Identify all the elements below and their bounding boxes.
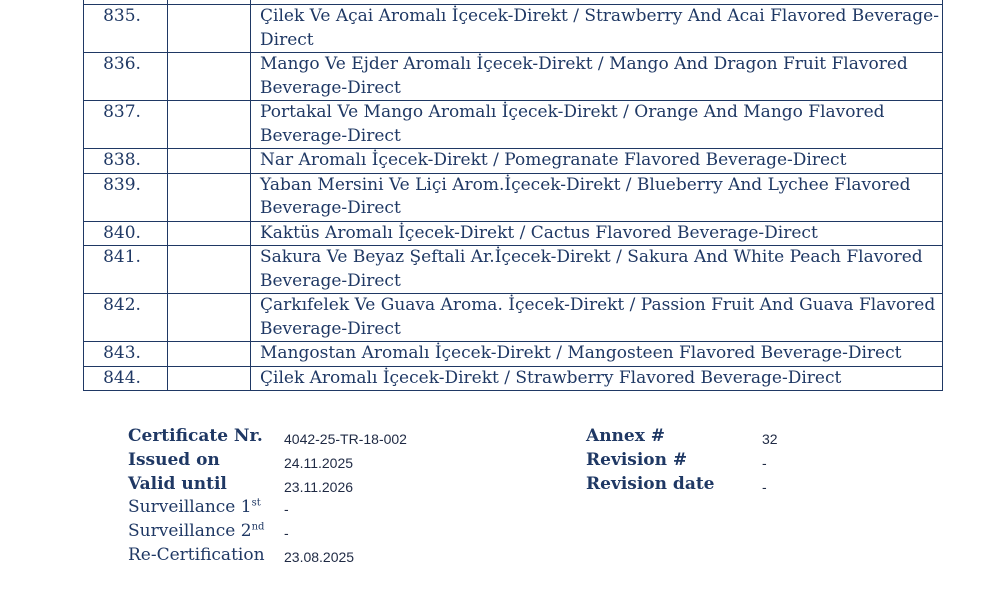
valid-until-label: Valid until — [128, 474, 227, 494]
re-certification-label: Re-Certification — [128, 545, 265, 565]
table-row — [84, 53, 943, 101]
row-description: Çilek Aromalı İçecek-Direkt / Strawberry Flavored Beverage-Direct — [251, 366, 943, 391]
surveillance-1-label: Surveillance 1st — [128, 497, 261, 517]
issued-on-value: 24.11.2025 — [284, 455, 354, 471]
annex-label: Annex # — [586, 426, 666, 446]
row-empty-cell — [168, 173, 251, 221]
row-number: 840. — [84, 221, 168, 246]
row-number: 838. — [84, 149, 168, 174]
row-number: 844. — [84, 366, 168, 391]
row-empty-cell — [168, 221, 251, 246]
row-description: Çarkıfelek Ve Guava Aroma. İçecek-Direkt / Passion Fruit And Guava Flavored Beverage-Direct — [251, 294, 943, 342]
row-number: 839. — [84, 173, 168, 221]
surveillance-1-value: - — [284, 501, 289, 517]
table-row — [84, 294, 943, 342]
table-row — [84, 173, 943, 221]
re-certification-value: 23.08.2025 — [284, 549, 355, 565]
row-description: Mango Ve Ejder Aromalı İçecek-Direkt / Mango And Dragon Fruit Flavored Beverage-Direct — [251, 53, 943, 101]
issued-on-label: Issued on — [128, 450, 220, 470]
products-table — [83, 0, 943, 391]
row-number: 841. — [84, 246, 168, 294]
row-number: 835. — [84, 5, 168, 53]
row-description: Yaban Mersini Ve Liçi Arom.İçecek-Direkt / Blueberry And Lychee Flavored Beverage-Direct — [251, 173, 943, 221]
valid-until-value: 23.11.2026 — [284, 479, 354, 495]
revision-date-value: - — [762, 479, 767, 495]
certificate-nr-value: 4042-25-TR-18-002 — [284, 431, 407, 447]
row-number: 837. — [84, 101, 168, 149]
table-row — [84, 342, 943, 367]
table-row — [84, 101, 943, 149]
row-empty-cell — [168, 149, 251, 174]
row-empty-cell — [168, 294, 251, 342]
table-row — [84, 246, 943, 294]
table-row — [84, 366, 943, 391]
certificate-nr-label: Certificate Nr. — [128, 426, 263, 446]
row-empty-cell — [168, 5, 251, 53]
row-description: Çilek Ve Açai Aromalı İçecek-Direkt / Strawberry And Acai Flavored Beverage-Direct — [251, 5, 943, 53]
row-description: Mangostan Aromalı İçecek-Direkt / Mangosteen Flavored Beverage-Direct — [251, 342, 943, 367]
row-description: Sakura Ve Beyaz Şeftali Ar.İçecek-Direkt / Sakura And White Peach Flavored Beverage-Direct — [251, 246, 943, 294]
row-empty-cell — [168, 53, 251, 101]
row-number: 836. — [84, 53, 168, 101]
table-row — [84, 149, 943, 174]
surveillance-2-label: Surveillance 2nd — [128, 521, 265, 541]
revision-date-label: Revision date — [586, 474, 715, 494]
revision-value: - — [762, 455, 767, 471]
annex-value: 32 — [762, 431, 778, 447]
row-description: Kaktüs Aromalı İçecek-Direkt / Cactus Flavored Beverage-Direct — [251, 221, 943, 246]
table-row — [84, 5, 943, 53]
row-empty-cell — [168, 342, 251, 367]
row-description: Portakal Ve Mango Aromalı İçecek-Direkt / Orange And Mango Flavored Beverage-Direct — [251, 101, 943, 149]
surveillance-2-value: - — [284, 525, 289, 541]
row-description: Nar Aromalı İçecek-Direkt / Pomegranate Flavored Beverage-Direct — [251, 149, 943, 174]
row-number: 842. — [84, 294, 168, 342]
revision-label: Revision # — [586, 450, 688, 470]
row-empty-cell — [168, 246, 251, 294]
table-row — [84, 221, 943, 246]
row-empty-cell — [168, 101, 251, 149]
row-number: 843. — [84, 342, 168, 367]
row-empty-cell — [168, 366, 251, 391]
